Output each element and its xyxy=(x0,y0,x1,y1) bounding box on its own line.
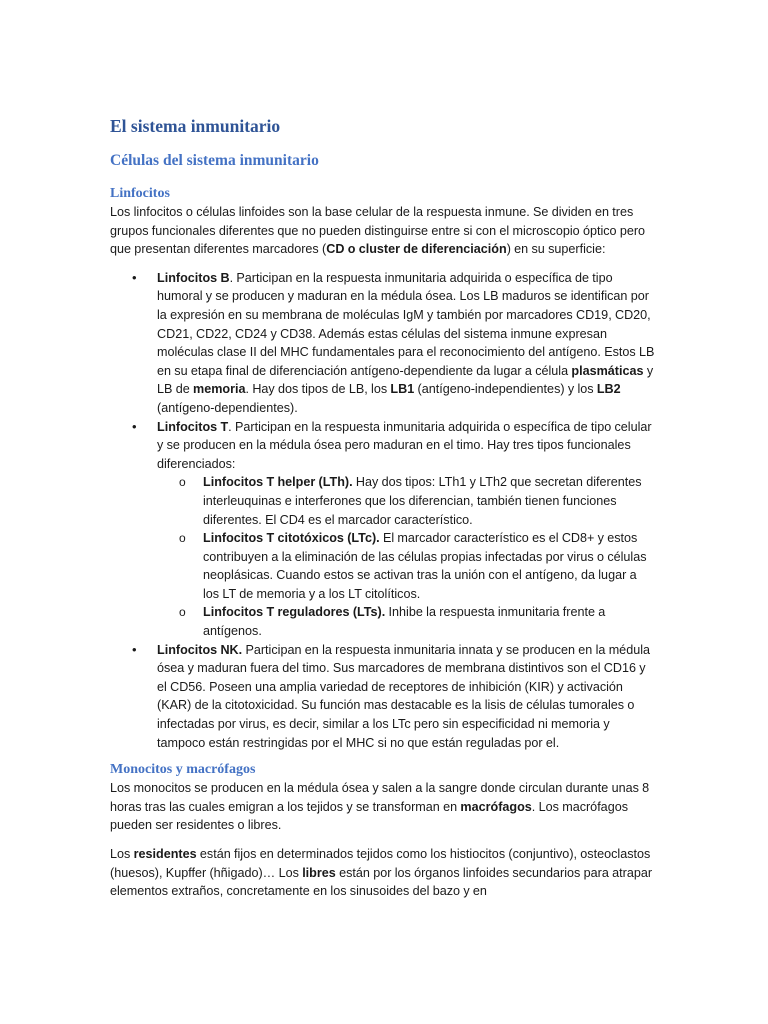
bullet-icon: • xyxy=(132,641,137,657)
sub-item-label: Linfocitos T reguladores (LTs). xyxy=(203,605,386,620)
section-title: Células del sistema inmunitario xyxy=(110,152,319,169)
sub-item-label: Linfocitos T helper (LTh). xyxy=(203,475,353,490)
item-text: . Participan en la respuesta inmunitaria adquirida o específica de tipo celular y se producen en la médula ósea pero maduran en el timo. Hay tres tipos funcionales diferenciados: xyxy=(157,419,652,471)
intro-text: Los linfocitos o células linfoides son la base celular de la respuesta inmune. Se dividen en tres grupos funcionales diferentes que no pueden distinguirse entre si con el microscopio óptico pero que presentan diferentes marcadores ( xyxy=(110,205,646,257)
bold-term: LB2 xyxy=(596,382,621,397)
item-label: Linfocitos T xyxy=(157,419,229,434)
t-cell-sublist xyxy=(157,473,655,640)
sub-item-label: Linfocitos T citotóxicos (LTc). xyxy=(203,531,380,546)
section-monocitos xyxy=(110,760,655,901)
bold-term: macrófagos xyxy=(460,799,532,814)
sub-item-text: Hay dos tipos: LTh1 y LTh2 que secretan diferentes interleuquinas e interferones que los diferencian, también tienen funciones diferentes. El CD4 es el marcador característico. xyxy=(203,475,642,527)
sublist-item-lts xyxy=(157,603,655,640)
page-title: El sistema inmunitario xyxy=(110,116,281,136)
monocitos-paragraph-1 xyxy=(110,779,655,835)
lymphocyte-list xyxy=(110,269,655,752)
heading-linfocitos: Linfocitos xyxy=(110,186,170,201)
sublist-item-ltc xyxy=(157,529,655,603)
paragraph-text: Los monocitos se producen en la médula ósea y salen a la sangre donde circulan durante unas 8 horas tras las cuales emigran a los tejidos y se transforman en xyxy=(110,781,650,814)
item-text: . Participan en la respuesta inmunitaria adquirida o específica de tipo humoral y se producen y maduran en la médula ósea. Los LB maduros se identifican por la expresión en su membrana de moléculas IgM y también por marcadores CD19, CD20, CD21, CD22, CD24 y CD38. Además estas células del sistema inmune expresan moléculas clase II del MHC fundamentales para el reconocimiento del antígeno. Estos LB en su etapa final de diferenciación antígeno-dependiente da lugar a célula xyxy=(157,270,655,378)
item-text: y LB de xyxy=(157,363,654,397)
item-text: (antígeno-independientes) y los xyxy=(414,382,597,397)
sub-bullet-icon: o xyxy=(179,531,186,546)
paragraph-text: están por los órganos linfoides secundarios para atrapar elementos extraños, concretamente en los sinusoides del bazo y en xyxy=(110,865,653,899)
intro-text-end: ) en su superficie: xyxy=(506,242,606,257)
item-label: Linfocitos NK. xyxy=(157,642,243,657)
item-text: Participan en la respuesta inmunitaria innata y se producen en la médula ósea y maduran fuera del timo. Sus marcadores de membrana distintivos son el CD16 y el CD56. Poseen una amplia variedad de receptores de inhibición (KIR) y activación (KAR) de la citotoxicidad. Su función mas destacable es la lisis de células tumorales o infectadas por virus, es decir, similar a los LTc pero sin especificidad ni memoria y tampoco están restringidas por el MHC si no que están reguladas por el. xyxy=(157,642,651,750)
intro-bold: CD o cluster de diferenciación xyxy=(326,242,507,257)
paragraph-text: Los xyxy=(110,847,134,861)
sub-item-text: Inhibe la respuesta inmunitaria frente a antígenos. xyxy=(203,605,606,639)
bullet-icon: • xyxy=(132,418,137,434)
sub-bullet-icon: o xyxy=(179,475,186,490)
bold-term: LB1 xyxy=(390,382,415,397)
list-item-linfocitos-t xyxy=(110,418,655,641)
document-content xyxy=(110,112,655,901)
item-text: . Hay dos tipos de LB, los xyxy=(245,382,391,397)
paragraph-text: están fijos en determinados tejidos como los histiocitos (conjuntivo), osteoclastos (huesos), Kupffer (hñigado)… Los xyxy=(110,847,651,880)
item-label: Linfocitos B xyxy=(157,270,230,285)
list-item-linfocitos-nk xyxy=(110,641,655,753)
sub-bullet-icon: o xyxy=(179,605,186,620)
item-text: (antígeno-dependientes). xyxy=(157,400,298,415)
heading-monocitos: Monocitos y macrófagos xyxy=(110,762,256,778)
paragraph-text: . Los macrófagos pueden ser residentes o libres. xyxy=(110,799,628,833)
linfocitos-intro xyxy=(110,203,655,259)
bold-term: residentes xyxy=(133,847,197,861)
bold-term: memoria xyxy=(193,382,246,397)
bold-term: libres xyxy=(302,865,336,880)
bullet-icon: • xyxy=(132,269,137,285)
list-item-linfocitos-b xyxy=(110,269,655,418)
sublist-item-lth xyxy=(157,473,655,529)
sub-item-text: El marcador característico es el CD8+ y estos contribuyen a la eliminación de las células propias infectadas por virus o células neoplásicas. Cuando estos se activan tras la unión con el antígeno, da lugar a los LT de memoria y a los LT citolíticos. xyxy=(203,531,647,601)
monocitos-paragraph-2 xyxy=(110,845,655,901)
bold-term: plasmáticas xyxy=(571,363,644,378)
